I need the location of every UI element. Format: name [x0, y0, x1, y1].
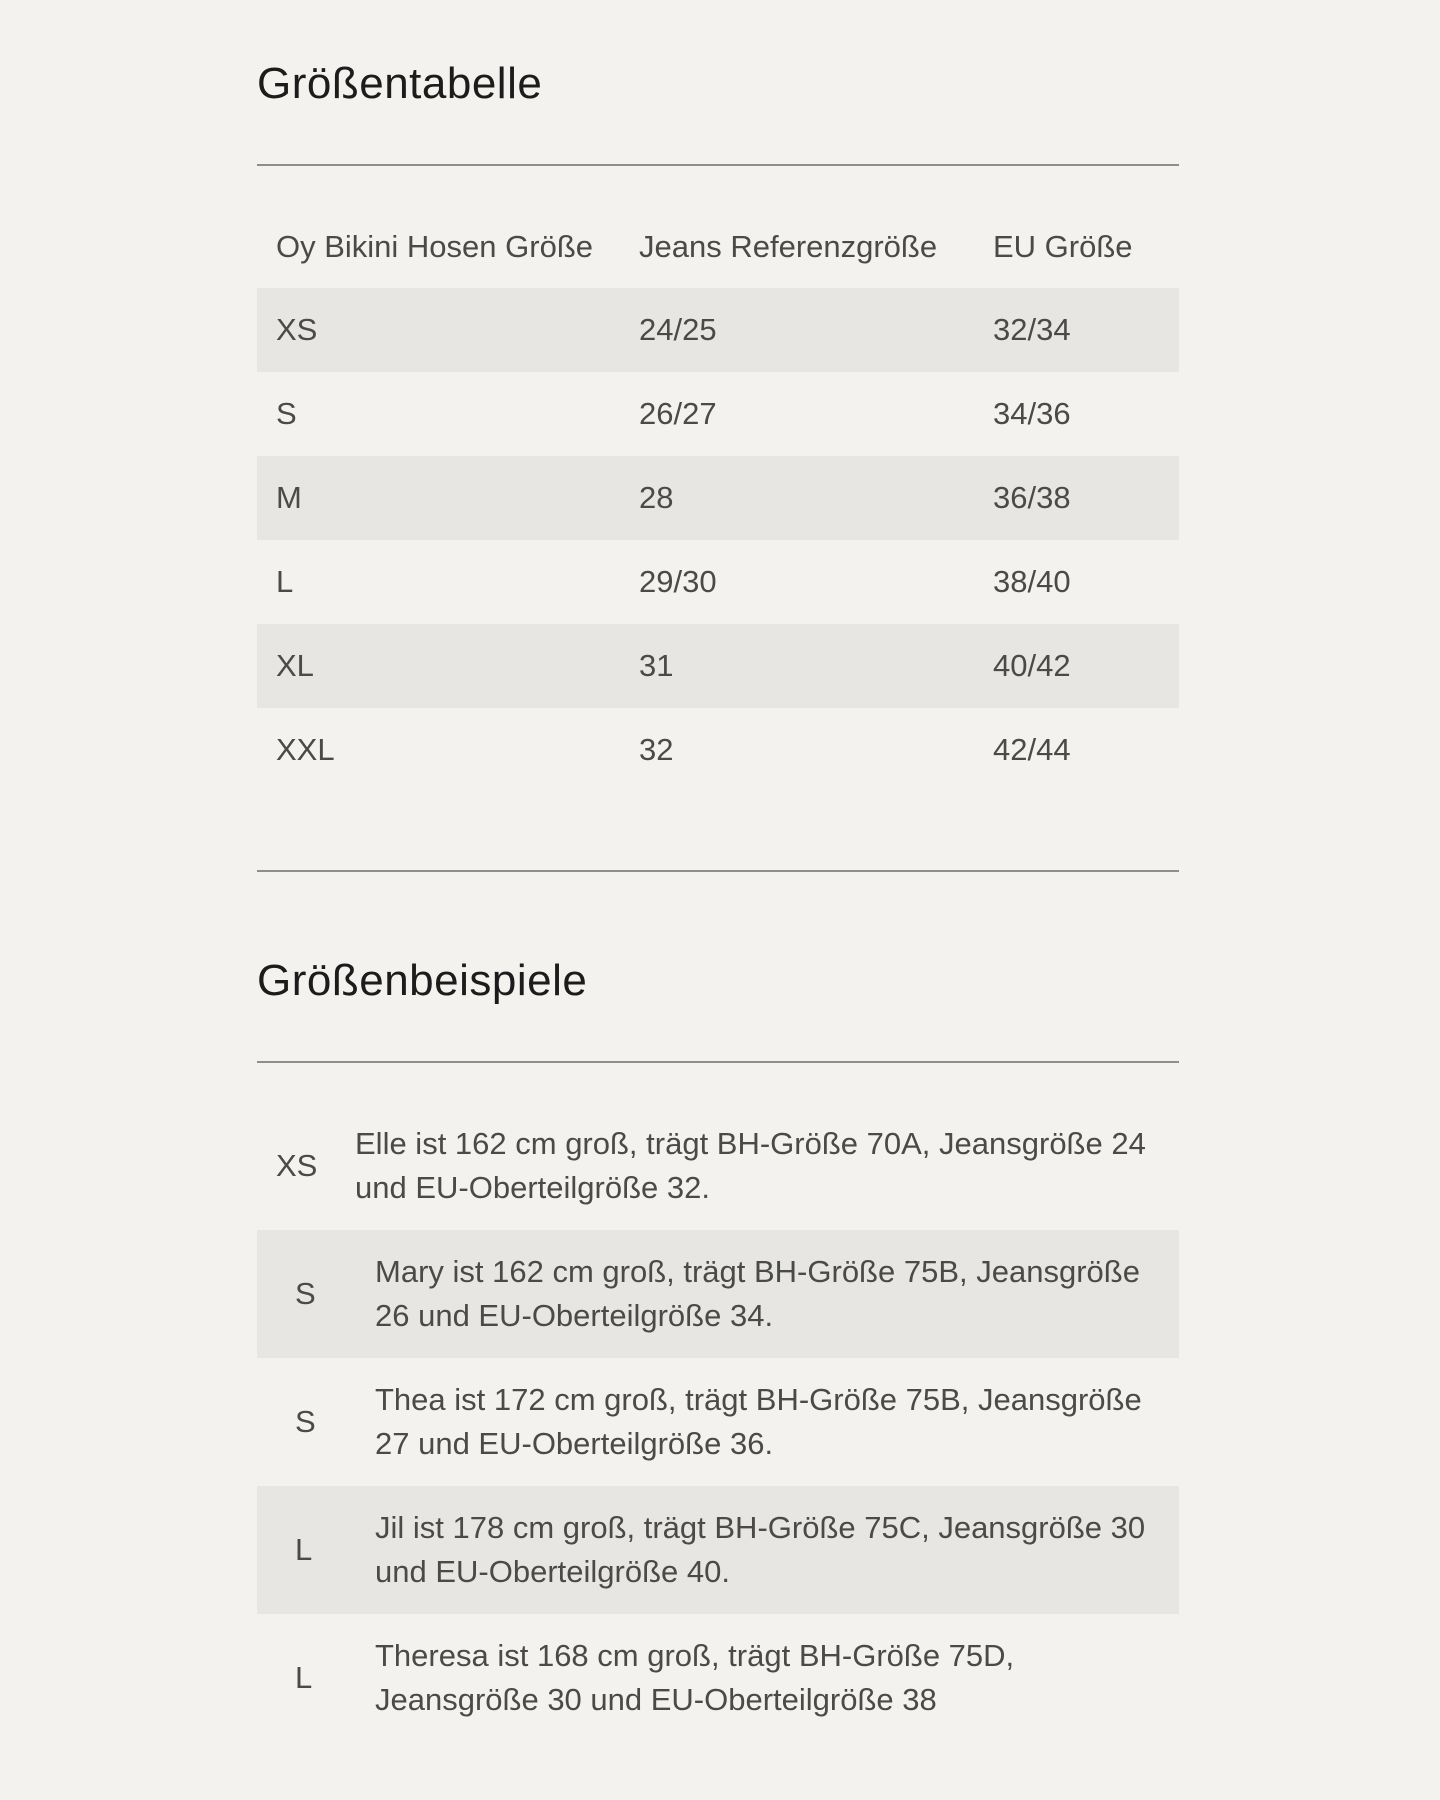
cell-bikini-size: XXL — [276, 732, 335, 767]
table-row — [257, 708, 1179, 792]
header-bikini-size: Oy Bikini Hosen Größe — [276, 228, 593, 264]
table-row — [257, 540, 1179, 624]
size-table — [257, 205, 1179, 792]
divider — [257, 1061, 1179, 1063]
header-eu-size: EU Größe — [993, 228, 1133, 264]
list-item — [257, 1102, 1179, 1230]
cell-bikini-size: XL — [276, 648, 314, 683]
list-item — [257, 1486, 1179, 1614]
example-size: S — [295, 1276, 316, 1311]
cell-jeans-size: 24/25 — [639, 312, 717, 347]
cell-eu-size: 42/44 — [993, 732, 1071, 767]
header-jeans-size: Jeans Referenzgröße — [639, 228, 938, 264]
example-description: Mary ist 162 cm groß, trägt BH-Größe 75B, Jeansgröße 26 und EU-Oberteilgröße 34. — [375, 1254, 1140, 1333]
cell-bikini-size: M — [276, 480, 302, 515]
cell-jeans-size: 26/27 — [639, 396, 717, 431]
cell-eu-size: 32/34 — [993, 312, 1071, 347]
divider — [257, 870, 1179, 872]
table-header — [257, 205, 1179, 288]
example-description: Jil ist 178 cm groß, trägt BH-Größe 75C, Jeansgröße 30 und EU-Oberteilgröße 40. — [375, 1510, 1146, 1589]
table-row — [257, 456, 1179, 540]
table-row — [257, 288, 1179, 372]
table-row — [257, 372, 1179, 456]
example-description: Thea ist 172 cm groß, trägt BH-Größe 75B, Jeansgröße 27 und EU-Oberteilgröße 36. — [375, 1382, 1142, 1461]
cell-jeans-size: 31 — [639, 648, 674, 683]
example-size: L — [295, 1532, 313, 1567]
size-chart-title: Größentabelle — [257, 59, 543, 108]
cell-bikini-size: S — [276, 396, 297, 431]
list-item — [257, 1358, 1179, 1486]
cell-jeans-size: 29/30 — [639, 564, 717, 599]
cell-eu-size: 36/38 — [993, 480, 1071, 515]
example-description: Elle ist 162 cm groß, trägt BH-Größe 70A, Jeansgröße 24 und EU-Oberteilgröße 32. — [355, 1126, 1146, 1205]
cell-bikini-size: XS — [276, 312, 318, 347]
table-row — [257, 624, 1179, 708]
cell-bikini-size: L — [276, 564, 294, 599]
cell-jeans-size: 28 — [639, 480, 674, 515]
cell-jeans-size: 32 — [639, 732, 674, 767]
list-item — [257, 1614, 1179, 1742]
divider — [257, 164, 1179, 166]
cell-eu-size: 40/42 — [993, 648, 1071, 683]
list-item — [257, 1230, 1179, 1358]
example-size: L — [295, 1660, 313, 1695]
example-size: XS — [276, 1148, 318, 1183]
size-examples-list — [257, 1102, 1179, 1742]
cell-eu-size: 38/40 — [993, 564, 1071, 599]
cell-eu-size: 34/36 — [993, 396, 1071, 431]
example-size: S — [295, 1404, 316, 1439]
example-description: Theresa ist 168 cm groß, trägt BH-Größe 75D, Jeansgröße 30 und EU-Oberteilgröße 38 — [375, 1638, 1015, 1717]
size-examples-title: Größenbeispiele — [257, 956, 588, 1005]
